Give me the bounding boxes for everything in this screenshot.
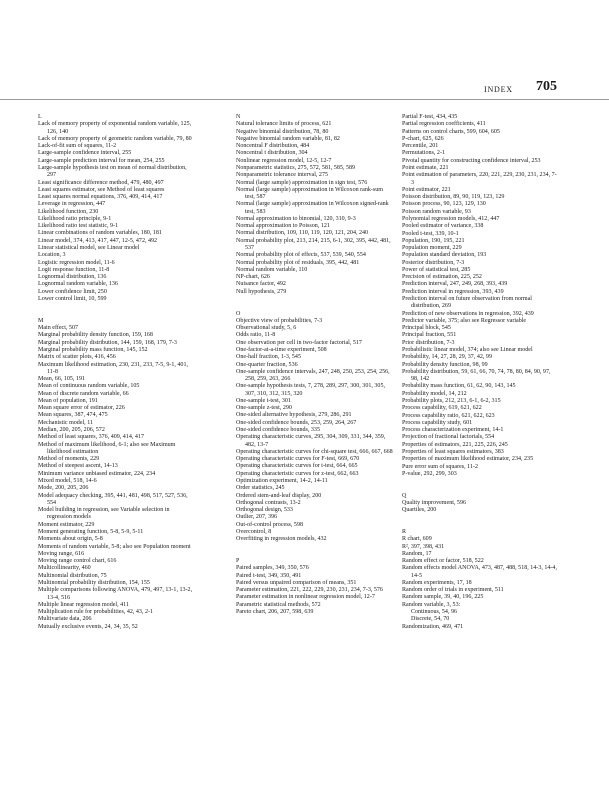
index-entry: Odds ratio, 11-8 <box>236 332 276 339</box>
index-entry: Mean squares, 387, 474, 475 <box>38 412 108 419</box>
index-section <box>236 296 393 544</box>
index-entry: Location, 3 <box>38 252 66 259</box>
index-entry: Power of statistical test, 285 <box>402 266 471 273</box>
section-spacer <box>236 303 393 310</box>
index-entry: Least squares normal equations, 376, 409, 414, 417 <box>38 194 163 201</box>
index-entry: Projection of fractional factorials, 554 <box>402 434 495 441</box>
index-entry: R², 397, 398, 431 <box>402 543 445 550</box>
index-entry: Out-of-control process, 598 <box>236 521 304 528</box>
page-number: 705 <box>536 79 557 94</box>
page-header <box>0 78 609 98</box>
index-entry: Large-sample hypothesis test on mean of normal distribution, 297 <box>38 164 187 179</box>
index-entry: Normal (large sample) approximation in Wilcoxon signed-rank test, 583 <box>236 201 389 215</box>
index-section <box>402 514 559 630</box>
index-entry: Method of moments, 229 <box>38 456 100 463</box>
index-column-2 <box>236 114 393 616</box>
index-entry: Noncentral F distribution, 484 <box>236 143 310 150</box>
index-entry: Moment estimator, 229 <box>38 521 95 528</box>
index-entry: Overfitting in regression models, 432 <box>236 536 327 543</box>
index-entry: Operating characteristic curves for t-test, 664, 665 <box>236 463 358 470</box>
index-entry: Overcontrol, 8 <box>236 528 272 535</box>
index-entry: One-sided alternative hypothesis, 279, 286, 291 <box>236 412 352 419</box>
index-entry: One-half fraction, 1-3, 545 <box>236 354 301 361</box>
index-entry: NP-chart, 626 <box>236 274 270 281</box>
section-spacer <box>402 522 559 529</box>
index-entry: Mechanistic model, 11 <box>38 419 94 426</box>
index-column-3 <box>402 114 559 631</box>
index-entry: Properties of least squares estimators, 383 <box>402 448 504 455</box>
index-entry: Minimum variance unbiased estimator, 224, 234 <box>38 470 156 477</box>
index-entry: Point estimate, 221 <box>402 164 449 171</box>
index-entry: Mean of population, 191 <box>38 397 98 404</box>
index-entry: Paired versus unpaired comparison of means, 351 <box>236 579 357 586</box>
index-entry: Continuous, 54, 96 <box>411 609 458 616</box>
index-entry: Poisson process, 90, 123, 129, 130 <box>402 201 486 208</box>
index-entry: Random variable, 3, 53: <box>402 601 461 608</box>
index-entry: Orthogonal contrasts, 13-2 <box>236 499 301 506</box>
section-letter: N <box>236 114 241 120</box>
index-entry: Parameter estimation, 221, 222, 229, 230, 231, 234, 7-3, 576 <box>236 587 383 594</box>
index-entry: Population, 190, 195, 221 <box>402 237 465 244</box>
index-entry: Operating characteristic curves for z-test, 662, 663 <box>236 470 359 477</box>
index-entry: Mean square error of estimator, 226 <box>38 405 125 412</box>
index-entry: Parameter estimation in nonlinear regression model, 12-7 <box>236 594 375 601</box>
index-entry: Maximum likelihood estimation, 230, 231, 233, 7-5, 9-1, 401, 11-8 <box>38 361 188 375</box>
index-entry: One-sample t-test, 301 <box>236 397 291 404</box>
index-entry: Normal distribution, 109, 110, 119, 120, 121, 204, 240 <box>236 230 369 237</box>
index-entry: Point estimator, 221 <box>402 186 451 193</box>
index-entry: Normal probability plot of residuals, 395, 442, 481 <box>236 259 360 266</box>
index-entry: Mixed model, 518, 14-6 <box>38 478 97 484</box>
index-entry: Multiplication rule for probabilities, 42, 43, 2-1 <box>38 609 154 616</box>
index-entry: Prior distribution, 7-3 <box>402 339 455 346</box>
index-entry: Properties of estimators, 221, 225, 226, 245 <box>402 441 508 448</box>
section-letter: L <box>38 114 42 120</box>
index-entry: Operating characteristic curves, 295, 304, 309, 331, 344, 359, 482, 13-7 <box>236 434 386 448</box>
index-entry: Mean of continuous random variable, 105 <box>38 383 140 390</box>
index-entry: P-chart, 625, 626 <box>402 135 444 142</box>
index-entry: Paired samples, 349, 350, 576 <box>236 565 309 572</box>
index-entry: One-sample confidence intervals, 247, 248, 250, 253, 254, 256, 258, 259, 263, 266 <box>236 368 390 383</box>
index-entry: Linear model, 374, 413, 417, 447, 12-5, 472, 492 <box>38 237 158 244</box>
index-entry: Probability plots, 212, 213, 6-1, 6-2, 315 <box>402 397 501 404</box>
index-entry: Moving range, 616 <box>38 550 85 557</box>
index-entry: Process characterization experiment, 14-1 <box>402 427 504 434</box>
index-entry: Operating characteristic curves for F-test, 669, 670 <box>236 456 360 463</box>
index-entry: Lower control limit, 10, 599 <box>38 296 107 303</box>
index-entry: One-factor-at-a-time experiment, 508 <box>236 346 327 353</box>
index-entry: Population moment, 229 <box>402 245 462 252</box>
section-spacer <box>236 544 393 551</box>
index-entry: Large-sample prediction interval for mean, 254, 255 <box>38 157 165 164</box>
index-entry: Mean, 66, 105, 191 <box>38 376 86 383</box>
index-entry: Probability mass function, 61, 62, 90, 143, 145 <box>402 383 516 390</box>
section-spacer <box>402 514 559 521</box>
index-entry: Pareto chart, 206, 207, 598, 639 <box>236 609 314 616</box>
index-entry: Poisson distribution, 89, 90, 119, 123, 129 <box>402 194 505 201</box>
section-spacer <box>38 311 195 318</box>
index-entry: Moment generating function, 5-8, 5-9, 5-11 <box>38 528 144 535</box>
section-spacer <box>236 296 393 303</box>
index-entry: Multiple comparisons following ANOVA, 479, 497, 13-1, 13-2, 13-4, 516 <box>38 587 193 601</box>
index-entry: Probabilistic linear model, 374; also see Linear model <box>402 347 533 353</box>
section-spacer <box>402 478 559 485</box>
index-entry: Nonparametric tolerance interval, 275 <box>236 172 329 179</box>
section-letter: R <box>402 528 407 535</box>
index-entry: Outlier, 207, 396 <box>236 514 278 521</box>
index-entry: Logistic regression model, 11-6 <box>38 259 115 266</box>
index-entry: Prediction of new observations in regression, 392, 439 <box>402 310 534 317</box>
index-entry: Mutually exclusive events, 24, 34, 35, 52 <box>38 623 138 630</box>
index-entry: Lack of memory property of exponential random variable, 125, 126, 140 <box>38 121 192 135</box>
index-entry: One-sided confidence bounds, 253, 259, 264, 267 <box>236 419 357 426</box>
header-rule <box>0 99 609 100</box>
index-entry: Random order of trials in experiment, 511 <box>402 587 504 594</box>
section-letter: M <box>38 317 44 324</box>
index-entry: Moments of random variable, 5-8; also see Population moment <box>38 543 191 550</box>
index-entry: Model adequacy checking, 395, 441, 481, 498, 517, 527, 536, 554 <box>38 492 188 506</box>
index-entry: Logit response function, 11-8 <box>38 266 110 273</box>
index-entry: Process capability, 619, 621, 622 <box>402 405 482 412</box>
section-spacer <box>236 551 393 558</box>
index-entry: Least significance difference method, 479, 480, 497 <box>38 179 164 186</box>
index-entry: Polynomial regression models, 412, 447 <box>402 215 500 222</box>
index-section <box>38 303 195 631</box>
index-entry: Marginal probability density function, 159, 168 <box>38 332 153 339</box>
index-entry: Mean of discrete random variable, 66 <box>38 390 129 397</box>
index-entry: One-sided confidence bounds, 335 <box>236 427 320 434</box>
index-entry: Objective view of probabilities, 7-3 <box>236 317 323 324</box>
index-entry: Order statistics, 245 <box>236 485 285 492</box>
index-entry: Probability density function, 98, 99 <box>402 361 488 368</box>
index-entry: Pivotal quantity for constructing confidence interval, 253 <box>402 157 541 164</box>
index-entry: Noncentral t distribution, 304 <box>236 150 308 157</box>
index-entry: Principal fraction, 551 <box>402 332 457 339</box>
section-spacer <box>402 485 559 492</box>
index-entry: Quartiles, 200 <box>402 507 437 514</box>
index-entry: Random, 17 <box>402 550 432 557</box>
index-entry: Process capability study, 601 <box>402 419 473 426</box>
index-section <box>38 114 195 303</box>
index-entry: Null hypothesis, 279 <box>236 288 287 295</box>
index-entry: One observation per cell in two-factor factorial, 517 <box>236 339 362 346</box>
index-entry: Multivariate data, 206 <box>38 616 92 623</box>
index-entry: Process capability ratio, 621, 622, 623 <box>402 412 495 419</box>
index-entry: Observational study, 5, 6 <box>236 325 297 332</box>
index-entry: Lack-of-fit sum of squares, 11-2 <box>38 143 117 150</box>
index-entry: Natural tolerance limits of process, 621 <box>236 121 332 128</box>
index-entry: Least squares estimator, see Method of least squares <box>38 186 165 193</box>
index-entry: Normal probability plot, 213, 214, 215, 6-1, 302, 395, 442, 481, 537 <box>236 237 391 252</box>
index-entry: Random experiments, 17, 18 <box>402 579 472 586</box>
index-entry: Method of least squares, 376, 409, 414, 417 <box>38 434 144 441</box>
index-entry: Orthogonal design, 533 <box>236 507 293 514</box>
index-entry: Method of maximum likelihood, 6-1; also see Maximum likelihood estimation <box>38 441 176 455</box>
index-entry: Randomization, 469, 471 <box>402 623 464 630</box>
index-entry: Main effect, 507 <box>38 325 79 332</box>
index-entry: Model building in regression, see Variable selection in regression models <box>38 507 170 521</box>
index-entry: P-value, 292, 299, 303 <box>402 470 457 477</box>
index-entry: Percentile, 201 <box>402 143 439 150</box>
index-entry: One-sample hypothesis tests, 7, 278, 289, 297, 300, 301, 305, 307, 310, 312, 315, 320 <box>236 383 385 397</box>
index-entry: Precision of estimation, 225, 252 <box>402 274 482 281</box>
index-entry: Negative binomial random variable, 81, 82 <box>236 135 340 142</box>
index-entry: Nonparametric statistics, 275, 572, 581, 585, 589 <box>236 164 356 171</box>
index-entry: Nonlinear regression model, 12-5, 12-7 <box>236 157 332 164</box>
index-entry: Normal (large sample) approximation in Wilcoxon rank-sum test, 587 <box>236 186 383 201</box>
index-entry: Likelihood ratio principle, 9-1 <box>38 215 112 222</box>
index-entry: Properties of maximum likelihood estimator, 234, 235 <box>402 456 534 463</box>
index-entry: Partial regression coefficients, 411 <box>402 121 486 128</box>
index-entry: Marginal probability distribution, 144, 159, 168, 179, 7-3 <box>38 339 177 346</box>
index-entry: Marginal probability mass function, 145, 152 <box>38 346 148 353</box>
index-entry: Normal probability plot of effects, 537, 539, 540, 554 <box>236 252 366 259</box>
section-spacer <box>38 303 195 310</box>
index-entry: Prediction interval in regression, 393, 439 <box>402 288 504 295</box>
index-entry: Matrix of scatter plots, 416, 456 <box>38 354 116 361</box>
index-entry: Partial F-test, 434, 435 <box>402 114 458 120</box>
index-entry: Probability distribution, 59, 61, 66, 70, 74, 78, 80, 84, 90, 97, 98, 142 <box>402 368 551 383</box>
index-entry: Population standard deviation, 193 <box>402 252 487 259</box>
index-entry: Paired t-test, 349, 350, 491 <box>236 572 302 579</box>
index-entry: Pooled t-test, 339, 10-1 <box>402 230 459 237</box>
index-entry: Moments about origin, 5-8 <box>38 536 103 543</box>
running-head: INDEX <box>484 85 513 94</box>
index-entry: Multinomial distribution, 75 <box>38 572 107 579</box>
index-entry: One-quarter fraction, 536 <box>236 361 298 368</box>
section-letter: P <box>236 558 240 565</box>
index-entry: Linear combinations of random variables, 180, 181 <box>38 230 162 237</box>
index-entry: Random effect or factor, 518, 522 <box>402 558 484 565</box>
index-entry: Parametric statistical methods, 572 <box>236 601 321 608</box>
index-column-1 <box>38 114 195 631</box>
index-entry: Median, 200, 205, 206, 572 <box>38 427 105 434</box>
index-entry: Quality improvement, 596 <box>402 499 466 506</box>
section-letter: Q <box>402 492 407 499</box>
section-letter: O <box>236 310 241 317</box>
index-entry: Multiple linear regression model, 411 <box>38 601 129 608</box>
index-entry: Point estimation of parameters, 220, 221, 229, 230, 231, 234, 7-3 <box>402 172 557 186</box>
index-entry: One-sample z-test, 290 <box>236 405 292 412</box>
index-entry: Nuisance factor, 492 <box>236 281 286 288</box>
index-entry: Random sample, 39, 40, 196, 225 <box>402 594 484 601</box>
index-entry: Mode, 200, 205, 206 <box>38 485 89 492</box>
index-entry: Ordered stem-and-leaf display, 200 <box>236 492 322 499</box>
index-entry: Optimization experiment, 14-2, 14-11 <box>236 478 328 484</box>
index-section <box>402 114 559 478</box>
index-entry: Likelihood ratio test statistic, 9-1 <box>38 223 119 230</box>
index-entry: Prediction interval on future observation from normal distribution, 269 <box>402 296 532 310</box>
index-entry: Principal block, 545 <box>402 325 451 332</box>
index-entry: Posterior distribution, 7-3 <box>402 259 465 266</box>
index-entry: Permutations, 2-1 <box>402 150 445 157</box>
index-section <box>236 544 393 617</box>
index-entry: Predictor variable, 375; also see Regressor variable <box>402 317 527 324</box>
index-entry: Leverage in regression, 447 <box>38 201 106 208</box>
index-entry: Moving range control chart, 616 <box>38 558 117 565</box>
index-entry: Likelihood function, 230 <box>38 208 99 215</box>
index-entry: Poisson random variable, 93 <box>402 208 471 215</box>
index-entry: Lognormal random variable, 136 <box>38 281 118 288</box>
index-entry: Discrete, 54, 70 <box>411 616 450 623</box>
index-entry: Normal approximation to Poisson, 121 <box>236 223 330 230</box>
index-section <box>402 478 559 514</box>
index-entry: Probability model, 14, 212 <box>402 390 467 397</box>
index-entry: Large-sample confidence interval, 255 <box>38 150 132 157</box>
index-entry: Method of steepest ascent, 14-13 <box>38 463 118 470</box>
index-section <box>236 114 393 296</box>
index-entry: Prediction interval, 247, 249, 268, 393, 439 <box>402 281 508 288</box>
index-entry: Multicollinearity, 460 <box>38 565 91 572</box>
index-entry: Patterns on control charts, 599, 604, 605 <box>402 128 500 135</box>
index-entry: Normal (large sample) approximation in sign test, 576 <box>236 179 368 186</box>
index-entry: Lower confidence limit, 250 <box>38 288 107 295</box>
index-entry: Normal random variable, 110 <box>236 266 308 273</box>
index-entry: Probability, 14, 27, 28, 29, 37, 42, 99 <box>402 354 492 361</box>
index-entry: Pure error sum of squares, 11-2 <box>402 463 479 470</box>
index-entry: Negative binomial distribution, 78, 80 <box>236 128 329 135</box>
index-entry: Operating characteristic curves for chi-square test, 666, 667, 668 <box>236 448 393 455</box>
index-entry: Normal approximation to binomial, 120, 310, 9-3 <box>236 215 356 222</box>
index-entry: Linear statistical model, see Linear model <box>38 245 140 252</box>
index-entry: Multinomial probability distribution, 154, 155 <box>38 579 150 586</box>
index-entry: Random effects model ANOVA, 473, 487, 488, 518, 14-3, 14-4, 14-5 <box>402 565 557 579</box>
index-entry: Lognormal distribution, 136 <box>38 274 107 281</box>
index-entry: Lack of memory property of geometric random variable, 79, 80 <box>38 135 192 142</box>
index-entry: Pooled estimator of variance, 338 <box>402 223 484 230</box>
index-entry: R chart, 609 <box>402 536 432 543</box>
